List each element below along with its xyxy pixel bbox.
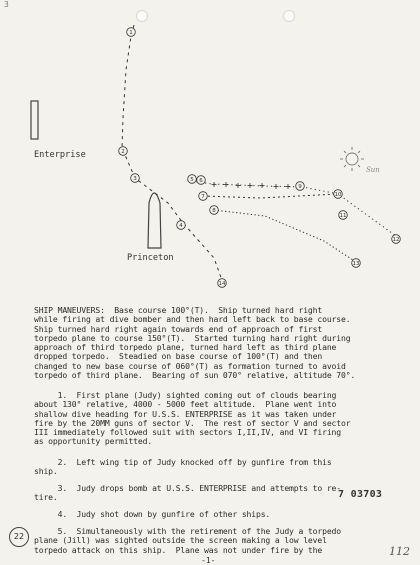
marker-10-icon <box>334 190 343 199</box>
document-number: 7 03703 <box>338 489 383 500</box>
item-line: about 130° relative, 4000 - 5000 feet altitude. Plane went into <box>34 399 337 410</box>
svg-text:1: 1 <box>129 30 133 36</box>
item-line: 1. First plane (Judy) sighted coming out of clouds bearing <box>34 390 337 400</box>
item-line: III immediately followed suit with sectors I,II,IV, and VI firing <box>34 427 341 438</box>
svg-text:11: 11 <box>339 213 347 219</box>
enterprise-ship-outline <box>31 101 38 139</box>
sun-icon <box>340 147 364 171</box>
item-line: ship. <box>34 466 58 477</box>
item-5 <box>34 527 390 555</box>
ship-maneuvers-section <box>34 306 390 380</box>
enterprise-label: Enterprise <box>34 150 86 160</box>
judy-track-line <box>122 25 223 283</box>
svg-text:6: 6 <box>199 178 203 184</box>
sun-label: Sun <box>366 166 380 174</box>
maneuvers-line: approach of third torpedo plane, turned hard left as third plane <box>34 342 337 353</box>
marker-11-icon <box>339 211 348 220</box>
marker-13-icon <box>352 259 361 268</box>
marker-6-icon <box>197 176 206 185</box>
maneuvers-heading: SHIP MANEUVERS: <box>34 305 105 315</box>
item-line: tire. <box>34 492 58 503</box>
circled-page-number: 22 <box>9 527 29 547</box>
item-line: torpedo attack on this ship. Plane was not under fire by the <box>34 544 323 555</box>
princeton-ship-outline <box>148 193 161 248</box>
marker-1-icon <box>127 28 136 37</box>
maneuvers-line: dropped torpedo. Steadied on base course of 100°(T) and then <box>34 351 323 362</box>
svg-text:4: 4 <box>179 223 183 229</box>
marker-14-icon <box>218 279 227 288</box>
svg-text:10: 10 <box>334 192 342 198</box>
handwritten-number: 112 <box>389 545 410 558</box>
item-line: 5. Simultaneously with the retirement of the Judy a torpedo <box>34 526 341 536</box>
svg-text:8: 8 <box>212 208 216 214</box>
svg-text:9: 9 <box>298 184 302 190</box>
marker-4-icon <box>177 221 186 230</box>
item-line: 3. Judy drops bomb at U.S.S. ENTERPRISE and attempts to re- <box>34 483 341 493</box>
corner-mark: 3 <box>4 0 9 9</box>
svg-text:3: 3 <box>133 176 137 182</box>
marker-7-icon <box>199 192 208 201</box>
item-line: fire by the 20MM guns of sector V. The rest of sector V and sector <box>34 417 351 428</box>
maneuvers-line: torpedo plane to course 150°(T). Started turning hard right during <box>34 332 351 343</box>
page-number: -1- <box>201 556 216 565</box>
item-1 <box>34 391 390 447</box>
marker-12-icon <box>392 235 401 244</box>
torpedo-track-1-marks <box>212 182 291 189</box>
svg-text:12: 12 <box>392 237 400 243</box>
item-line: as opportunity permitted. <box>34 436 153 447</box>
marker-9-icon <box>296 182 305 191</box>
maneuvers-line: while firing at dive bomber and then hard left back to base course. <box>34 314 351 325</box>
svg-text:2: 2 <box>121 149 125 155</box>
svg-text:5: 5 <box>190 177 194 183</box>
svg-text:7: 7 <box>201 194 205 200</box>
item-4 <box>34 510 390 519</box>
princeton-label: Princeton <box>127 253 174 263</box>
item-line: 4. Judy shot down by gunfire of other ships. <box>34 509 271 519</box>
maneuvers-line: changed to new base course of 060°(T) as formation turned to avoid <box>34 360 346 371</box>
marker-5-icon <box>188 175 197 184</box>
marker-3-icon <box>131 174 140 183</box>
marker-8-icon <box>210 206 219 215</box>
item-2 <box>34 458 390 477</box>
item-line: 2. Left wing tip of Judy knocked off by gunfire from this <box>34 457 332 467</box>
marker-2-icon <box>119 147 128 156</box>
svg-text:14: 14 <box>218 281 226 287</box>
maneuvers-line: Ship turned hard right again towards end of approach of first <box>34 323 323 334</box>
svg-text:13: 13 <box>352 261 360 267</box>
item-line: plane (Jill) was sighted outside the screen making a low level <box>34 535 327 546</box>
item-line: shallow dive heading for U.S.S. ENTERPRISE as it was taken under <box>34 408 337 419</box>
torpedo-track-3-line <box>214 210 356 262</box>
torpedo-track-2-line <box>203 194 338 198</box>
maneuvers-line: torpedo of third plane. Bearing of sun 070° relative, altitude 70°. <box>34 370 356 381</box>
item-3 <box>34 484 390 503</box>
maneuvers-line-1: SHIP MANEUVERS: Base course 100°(T). Ship turned hard right <box>34 305 323 315</box>
